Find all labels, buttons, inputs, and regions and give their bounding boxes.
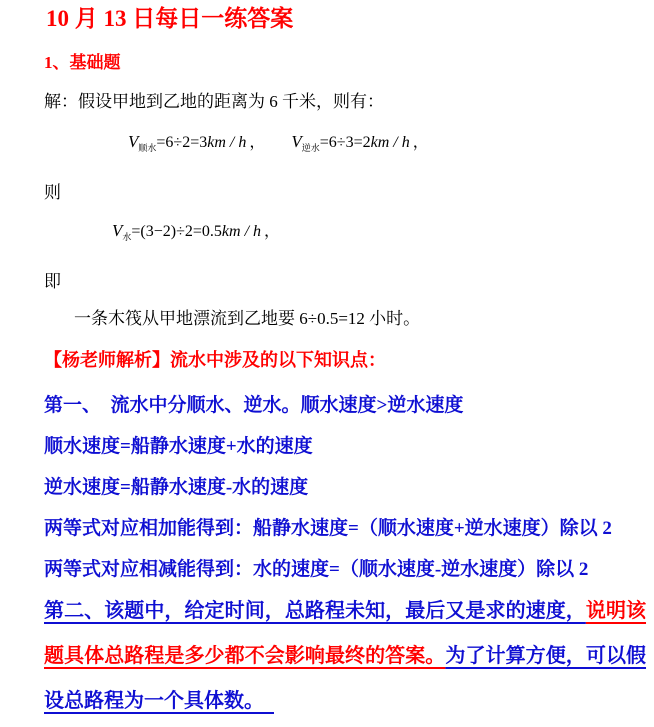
- then-label: 则: [44, 183, 61, 202]
- upstream-subscript: 逆水: [301, 143, 320, 153]
- second-point-blue-lead: 第二、该题中，给定时间，总路程未知，最后又是求的速度，: [44, 600, 586, 622]
- upstream-equation: =6÷3=2: [319, 134, 371, 151]
- knowledge-point-3: 逆水速度=船静水速度-水的速度: [44, 477, 309, 498]
- second-point-blue-tail: 为了计算方便，可以假设总路程为一个具体数。: [44, 645, 647, 712]
- knowledge-point-5: 两等式对应相减能得到：水的速度=（顺水速度-逆水速度）除以 2: [44, 559, 589, 580]
- downstream-equation: =6÷2=3: [156, 134, 208, 151]
- knowledge-point-1: 第一、 流水中分顺水、逆水。顺水速度>逆水速度: [44, 395, 464, 416]
- that-is-label: 即: [44, 272, 61, 291]
- water-subscript: 水: [122, 232, 132, 242]
- comma-end: ，: [412, 134, 429, 151]
- formula-water-speed: [112, 218, 648, 250]
- water-equation: =(3−2)÷2=0.5: [131, 223, 222, 240]
- section-heading-basic-question: 1、基础题: [44, 53, 121, 72]
- upstream-unit: km / h: [370, 134, 410, 151]
- downstream-subscript: 顺水: [138, 143, 157, 153]
- formula-downstream-upstream: [128, 129, 648, 161]
- second-point-paragraph: [44, 589, 646, 724]
- knowledge-point-2: 顺水速度=船静水速度+水的速度: [44, 436, 313, 457]
- page-title: 10 月 13 日每日一练答案: [46, 6, 294, 31]
- knowledge-point-4: 两等式对应相加能得到：船静水速度=（顺水速度+逆水速度）除以 2: [44, 518, 612, 539]
- velocity-symbol-water: V: [112, 221, 123, 240]
- conclusion-sentence: 一条木筏从甲地漂流到乙地要 6÷0.5=12 小时。: [74, 309, 421, 328]
- solution-intro: 解：假设甲地到乙地的距离为 6 千米，则有：: [44, 92, 384, 111]
- velocity-symbol-downstream: V: [128, 132, 139, 151]
- comma-separator: ，: [249, 134, 266, 151]
- velocity-symbol-upstream: V: [291, 132, 302, 151]
- water-unit: km / h: [221, 223, 262, 240]
- teacher-analysis-heading: 【杨老师解析】流水中涉及的以下知识点：: [44, 350, 386, 370]
- comma-end: ，: [264, 223, 281, 240]
- second-point-red-emphasis: 说明该题具体总路程是多少都不会影响最终的答案。: [44, 600, 647, 667]
- downstream-unit: km / h: [207, 134, 247, 151]
